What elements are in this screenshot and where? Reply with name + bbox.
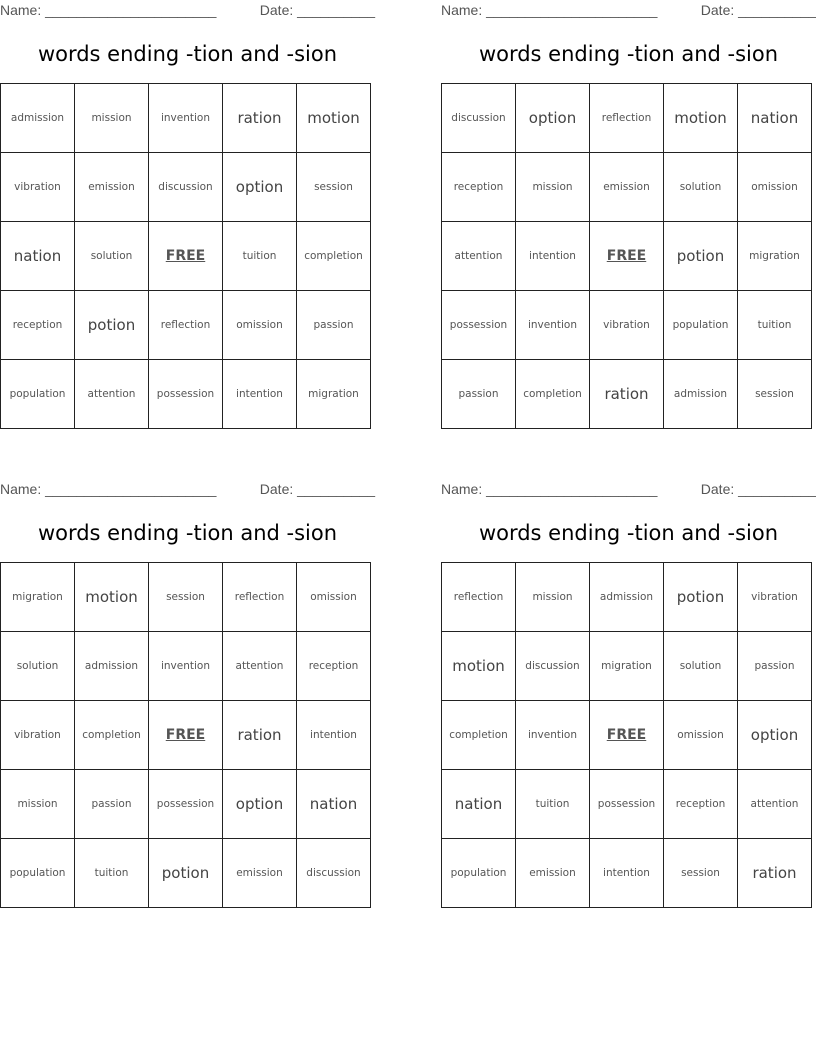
date-field-label: Date: __________ bbox=[700, 481, 816, 497]
grid-row bbox=[442, 84, 812, 153]
grid-cell: intention bbox=[516, 222, 590, 291]
grid-cell: migration bbox=[297, 360, 371, 429]
grid-cell: session bbox=[738, 360, 812, 429]
grid-row bbox=[1, 839, 371, 908]
grid-cell: completion bbox=[442, 701, 516, 770]
card-header bbox=[441, 481, 816, 499]
grid-row bbox=[1, 291, 371, 360]
bingo-grid bbox=[0, 562, 371, 908]
grid-cell: possession bbox=[590, 770, 664, 839]
grid-cell: discussion bbox=[442, 84, 516, 153]
grid-row bbox=[1, 222, 371, 291]
grid-cell: emission bbox=[590, 153, 664, 222]
grid-cell: attention bbox=[75, 360, 149, 429]
grid-cell: motion bbox=[75, 563, 149, 632]
free-space: FREE bbox=[149, 222, 223, 291]
grid-cell: passion bbox=[738, 632, 812, 701]
grid-cell: invention bbox=[516, 701, 590, 770]
grid-cell: omission bbox=[664, 701, 738, 770]
grid-row bbox=[1, 153, 371, 222]
grid-cell: nation bbox=[1, 222, 75, 291]
bingo-grid bbox=[441, 562, 812, 908]
grid-cell: mission bbox=[516, 153, 590, 222]
grid-row bbox=[1, 770, 371, 839]
grid-cell: reception bbox=[297, 632, 371, 701]
card-title: words ending -tion and -sion bbox=[37, 521, 338, 545]
grid-cell: omission bbox=[223, 291, 297, 360]
grid-cell: discussion bbox=[516, 632, 590, 701]
grid-cell: solution bbox=[664, 632, 738, 701]
name-field-label: Name: ______________________ bbox=[0, 481, 217, 497]
grid-cell: reflection bbox=[223, 563, 297, 632]
card-header bbox=[0, 2, 375, 20]
grid-cell: migration bbox=[1, 563, 75, 632]
grid-cell: intention bbox=[297, 701, 371, 770]
grid-row bbox=[1, 701, 371, 770]
date-field-label: Date: __________ bbox=[259, 2, 375, 18]
grid-cell: attention bbox=[442, 222, 516, 291]
grid-cell: mission bbox=[1, 770, 75, 839]
date-field-label: Date: __________ bbox=[700, 2, 816, 18]
grid-cell: ration bbox=[738, 839, 812, 908]
grid-row bbox=[442, 291, 812, 360]
grid-cell: solution bbox=[75, 222, 149, 291]
name-field-label: Name: ______________________ bbox=[441, 481, 658, 497]
grid-row bbox=[442, 153, 812, 222]
grid-cell: emission bbox=[516, 839, 590, 908]
grid-row bbox=[1, 632, 371, 701]
grid-cell: potion bbox=[149, 839, 223, 908]
grid-cell: intention bbox=[223, 360, 297, 429]
grid-cell: potion bbox=[75, 291, 149, 360]
bingo-grid bbox=[0, 83, 371, 429]
grid-row bbox=[1, 360, 371, 429]
grid-cell: potion bbox=[664, 563, 738, 632]
grid-cell: option bbox=[738, 701, 812, 770]
card-title: words ending -tion and -sion bbox=[478, 42, 779, 66]
grid-cell: motion bbox=[664, 84, 738, 153]
grid-row bbox=[442, 839, 812, 908]
grid-cell: attention bbox=[223, 632, 297, 701]
grid-cell: vibration bbox=[1, 153, 75, 222]
grid-cell: reflection bbox=[149, 291, 223, 360]
grid-cell: invention bbox=[516, 291, 590, 360]
name-field-label: Name: ______________________ bbox=[0, 2, 217, 18]
grid-cell: motion bbox=[297, 84, 371, 153]
grid-cell: intention bbox=[590, 839, 664, 908]
grid-cell: reception bbox=[442, 153, 516, 222]
grid-cell: tuition bbox=[75, 839, 149, 908]
grid-cell: discussion bbox=[297, 839, 371, 908]
grid-cell: nation bbox=[297, 770, 371, 839]
grid-cell: option bbox=[223, 770, 297, 839]
grid-cell: completion bbox=[297, 222, 371, 291]
grid-row bbox=[442, 563, 812, 632]
grid-cell: option bbox=[223, 153, 297, 222]
grid-cell: session bbox=[297, 153, 371, 222]
grid-cell: ration bbox=[590, 360, 664, 429]
grid-row bbox=[442, 701, 812, 770]
card-header bbox=[441, 2, 816, 20]
grid-cell: session bbox=[149, 563, 223, 632]
free-space: FREE bbox=[590, 701, 664, 770]
grid-cell: emission bbox=[223, 839, 297, 908]
grid-cell: solution bbox=[1, 632, 75, 701]
grid-cell: mission bbox=[516, 563, 590, 632]
grid-cell: vibration bbox=[1, 701, 75, 770]
grid-cell: invention bbox=[149, 84, 223, 153]
grid-cell: completion bbox=[516, 360, 590, 429]
grid-cell: possession bbox=[442, 291, 516, 360]
free-space: FREE bbox=[149, 701, 223, 770]
card-title: words ending -tion and -sion bbox=[37, 42, 338, 66]
grid-cell: reception bbox=[1, 291, 75, 360]
grid-cell: motion bbox=[442, 632, 516, 701]
grid-cell: reception bbox=[664, 770, 738, 839]
grid-cell: tuition bbox=[223, 222, 297, 291]
date-field-label: Date: __________ bbox=[259, 481, 375, 497]
grid-cell: reflection bbox=[590, 84, 664, 153]
grid-cell: ration bbox=[223, 84, 297, 153]
grid-cell: admission bbox=[75, 632, 149, 701]
grid-cell: migration bbox=[590, 632, 664, 701]
grid-row bbox=[442, 222, 812, 291]
grid-cell: vibration bbox=[590, 291, 664, 360]
grid-cell: solution bbox=[664, 153, 738, 222]
card-header bbox=[0, 481, 375, 499]
grid-cell: omission bbox=[738, 153, 812, 222]
grid-cell: mission bbox=[75, 84, 149, 153]
grid-row bbox=[1, 563, 371, 632]
grid-cell: population bbox=[1, 360, 75, 429]
grid-cell: vibration bbox=[738, 563, 812, 632]
grid-cell: population bbox=[664, 291, 738, 360]
grid-cell: tuition bbox=[516, 770, 590, 839]
grid-cell: option bbox=[516, 84, 590, 153]
grid-row bbox=[442, 770, 812, 839]
grid-row bbox=[442, 360, 812, 429]
grid-cell: passion bbox=[442, 360, 516, 429]
grid-cell: discussion bbox=[149, 153, 223, 222]
grid-cell: ration bbox=[223, 701, 297, 770]
grid-cell: invention bbox=[149, 632, 223, 701]
grid-cell: migration bbox=[738, 222, 812, 291]
grid-cell: passion bbox=[75, 770, 149, 839]
grid-cell: tuition bbox=[738, 291, 812, 360]
grid-cell: omission bbox=[297, 563, 371, 632]
free-space: FREE bbox=[590, 222, 664, 291]
grid-cell: population bbox=[442, 839, 516, 908]
name-field-label: Name: ______________________ bbox=[441, 2, 658, 18]
grid-row bbox=[442, 632, 812, 701]
grid-cell: potion bbox=[664, 222, 738, 291]
grid-row bbox=[1, 84, 371, 153]
grid-cell: possession bbox=[149, 360, 223, 429]
card-title: words ending -tion and -sion bbox=[478, 521, 779, 545]
grid-cell: possession bbox=[149, 770, 223, 839]
grid-cell: passion bbox=[297, 291, 371, 360]
grid-cell: reflection bbox=[442, 563, 516, 632]
grid-cell: session bbox=[664, 839, 738, 908]
grid-cell: completion bbox=[75, 701, 149, 770]
grid-cell: attention bbox=[738, 770, 812, 839]
grid-cell: admission bbox=[664, 360, 738, 429]
grid-cell: admission bbox=[590, 563, 664, 632]
bingo-grid bbox=[441, 83, 812, 429]
grid-cell: nation bbox=[738, 84, 812, 153]
grid-cell: nation bbox=[442, 770, 516, 839]
grid-cell: admission bbox=[1, 84, 75, 153]
grid-cell: population bbox=[1, 839, 75, 908]
grid-cell: emission bbox=[75, 153, 149, 222]
